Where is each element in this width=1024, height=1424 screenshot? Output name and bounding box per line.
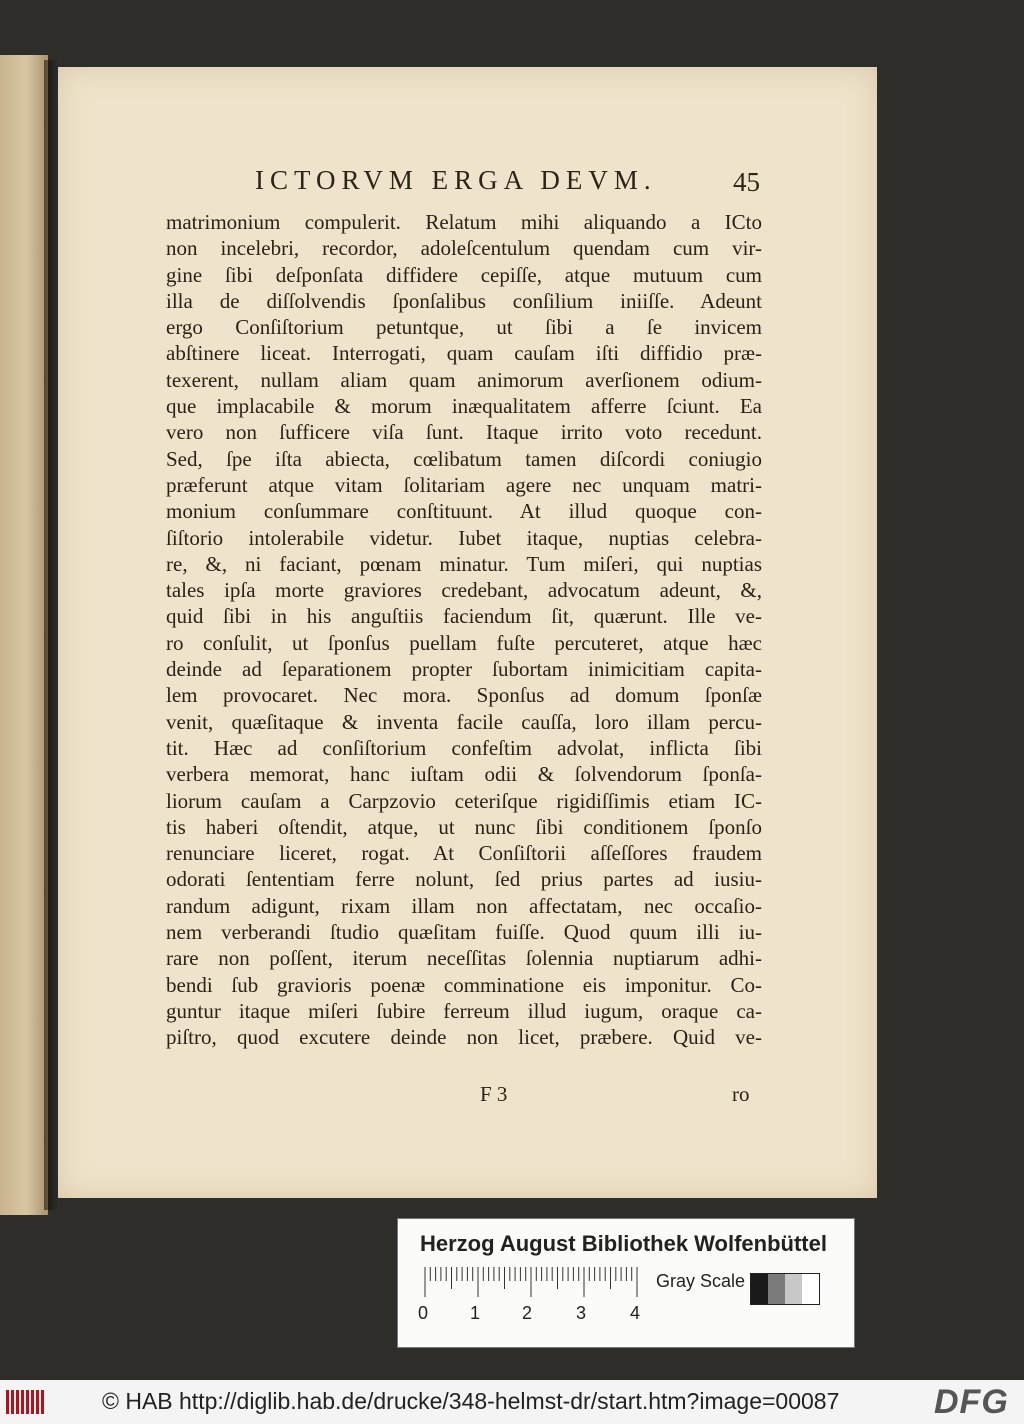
running-title: ICTORVM ERGA DEVM. [255, 165, 657, 195]
footer-credit-link[interactable]: © HAB http://diglib.hab.de/drucke/348-helmst-dr/start.htm?image=00087 [102, 1388, 840, 1414]
text-line: odorati ſententiam ferre nolunt, ſed prius partes ad iusiu- [166, 867, 762, 892]
text-line: renunciare liceret, rogat. At Conſiſtorii aſſeſſores fraudem [166, 841, 762, 866]
library-name: Herzog August Bibliothek Wolfenbüttel [420, 1231, 827, 1256]
text-line: deinde ad ſeparationem propter ſubortam inimicitiam capita- [166, 657, 762, 682]
text-line: ergo Conſiſtorium petuntque, ut ſibi a ſe invicem [166, 315, 762, 340]
text-line: re, &, ni faciant, pœnam minatur. Tum miſeri, qui nuptias [166, 551, 762, 576]
ruler-number: 4 [630, 1303, 641, 1323]
footer-bar [0, 1380, 1024, 1424]
text-line: illa de diſſolvendis ſponſalibus conſilium iniiſſe. Adeunt [166, 288, 762, 313]
text-line: Sed, ſpe iſta abiecta, cœlibatum tamen diſcordi coniugio [166, 446, 762, 471]
text-line: piſtro, quod excutere deinde non licet, præbere. Quid ve- [166, 1025, 762, 1050]
text-line: tit. Hæc ad conſiſtorium confeſtim advolat, inflicta ſibi [166, 735, 762, 760]
text-line: vero non ſufficere viſa ſunt. Itaque irrito voto recedunt. [166, 420, 762, 445]
text-line: liorum cauſam a Carpzovio ceteriſque rigidiſſimis etiam IC- [166, 788, 762, 813]
text-line: tis haberi oſtendit, atque, ut nunc ſibi conditionem ſponſo [166, 814, 762, 839]
text-line: non incelebri, recordor, adoleſcentulum quendam cum vir- [166, 236, 762, 261]
previous-page-edge [0, 55, 48, 1215]
text-line: lem provocaret. Nec mora. Sponſus ad domum ſponſæ [166, 683, 762, 708]
gray-scale-label: Gray Scale [656, 1271, 746, 1291]
text-line: que implacabile & morum inæqualitatem afferre ſciunt. Ea [166, 394, 762, 419]
hab-barcode-logo-icon [6, 1390, 44, 1414]
gray-swatch [751, 1274, 768, 1304]
gray-swatch [802, 1274, 819, 1304]
ruler-number: 1 [470, 1303, 481, 1323]
text-line: texerent, nullam aliam quam animorum averſionem odium- [166, 367, 762, 392]
text-line: guntur itaque miſeri ſubire ferreum illud iugum, oraque ca- [166, 998, 762, 1023]
text-line: abſtinere liceat. Interrogati, quam cauſam iſti diffidio præ- [166, 341, 762, 366]
ruler-number: 0 [418, 1303, 429, 1323]
page-text-body [166, 209, 762, 1051]
gray-swatch [785, 1274, 802, 1304]
text-line: tales ipſa morte graviores credebant, advocatum adeunt, &, [166, 578, 762, 603]
text-line: quid ſibi in his anguſtiis faciendum ſit, quærunt. Ille ve- [166, 604, 762, 629]
page-number: 45 [733, 167, 760, 197]
text-line: randum adigunt, rixam illam non affectatam, nec occaſio- [166, 893, 762, 918]
ruler-numbers [418, 1303, 658, 1327]
ruler-number: 3 [576, 1303, 587, 1323]
text-line: venit, quæſitaque & inventa facile cauſſa, loro illam percu- [166, 709, 762, 734]
ruler-number: 2 [522, 1303, 533, 1323]
text-line: monium conſummare conſtituunt. At illud quoque con- [166, 499, 762, 524]
text-line: verbera memorat, hanc iuſtam odii & ſolvendorum ſponſa- [166, 762, 762, 787]
library-color-card [397, 1218, 855, 1348]
text-line: gine ſibi deſponſata diffidere cepiſſe, atque mutuum cum [166, 262, 762, 287]
gray-swatch [768, 1274, 785, 1304]
text-line: ſiſtorio intolerabile videtur. Iubet itaque, nuptias celebra- [166, 525, 762, 550]
text-line: ro conſulit, ut ſponſus puellam fuſte percuteret, atque hæc [166, 630, 762, 655]
signature-mark: F 3 [480, 1082, 508, 1106]
text-line: bendi ſub gravioris poenæ comminatione eis imponitur. Co- [166, 972, 762, 997]
gray-scale-swatches [750, 1273, 820, 1305]
gutter-shadow [44, 60, 58, 1210]
catchword: ro [732, 1082, 750, 1106]
dfg-logo: DFG [934, 1383, 1009, 1421]
text-line: rare non poſſent, iterum neceſſitas ſolennia nuptiarum adhi- [166, 946, 762, 971]
ruler-scale [423, 1267, 643, 1299]
text-line: matrimonium compulerit. Relatum mihi aliquando a ICto [166, 210, 762, 234]
text-line: nem verberandi ſtudio quæſitam fuiſſe. Quod quum illi iu- [166, 920, 762, 945]
text-line: præferunt atque vitam ſolitariam agere nec unquam matri- [166, 472, 762, 497]
